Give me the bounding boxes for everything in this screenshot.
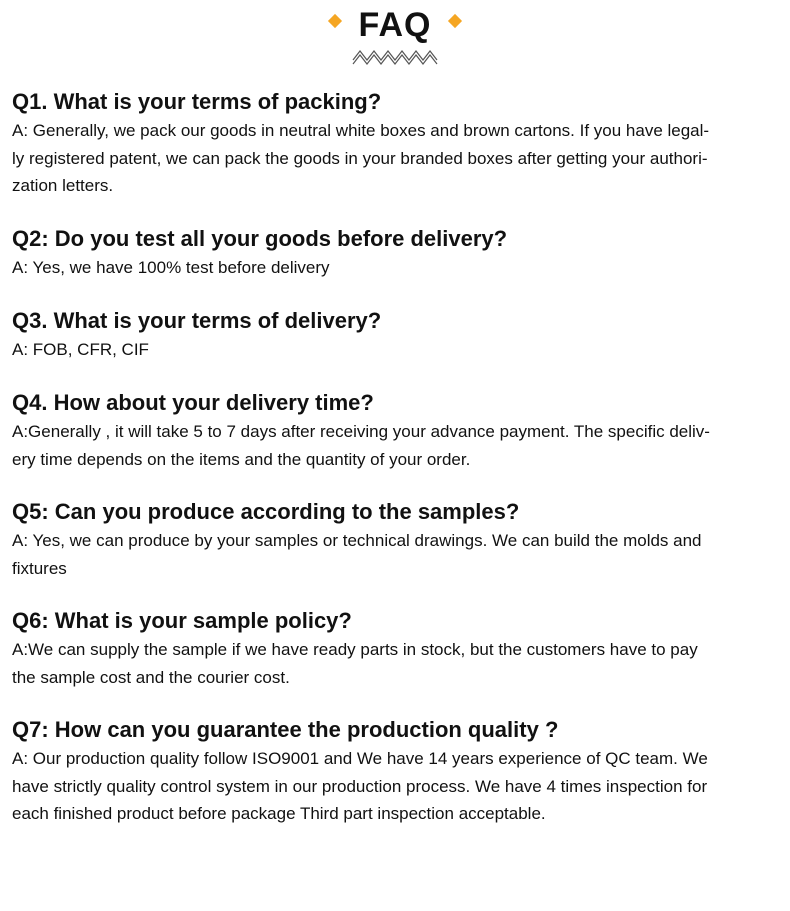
faq-answer-line: A: FOB, CFR, CIF	[12, 340, 149, 359]
faq-answer-line: A: Yes, we can produce by your samples or technical drawings. We can build the molds and	[12, 531, 702, 550]
faq-item-q6	[12, 606, 780, 691]
faq-item-q4	[12, 388, 780, 473]
faq-header	[0, 0, 790, 80]
faq-question: Q7: How can you guarantee the production quality ?	[12, 717, 559, 742]
faq-item-q3	[12, 306, 780, 364]
faq-answer-line: ly registered patent, we can pack the goods in your branded boxes after getting your authori-	[12, 148, 708, 168]
faq-answer-line: A: Yes, we have 100% test before delivery	[12, 258, 330, 277]
faq-answer-line: the sample cost and the courier cost.	[12, 667, 290, 687]
faq-answer-line: ery time depends on the items and the quantity of your order.	[12, 449, 471, 469]
diamond-icon	[448, 14, 462, 28]
faq-question: Q3. What is your terms of delivery?	[12, 308, 382, 333]
faq-question: Q1. What is your terms of packing?	[12, 89, 382, 114]
faq-answer-line: A: Generally, we pack our goods in neutral white boxes and brown cartons. If you have legal-	[12, 121, 710, 140]
faq-question: Q6: What is your sample policy?	[12, 608, 352, 633]
faq-answer-line: A:Generally , it will take 5 to 7 days after receiving your advance payment. The specific deliv-	[12, 422, 710, 441]
faq-title-row	[0, 5, 790, 45]
faq-item-q5	[12, 497, 780, 582]
faq-answer-line: each finished product before package Third part inspection acceptable.	[12, 804, 546, 823]
diamond-icon	[328, 14, 342, 28]
faq-question: Q5: Can you produce according to the samples?	[12, 499, 520, 524]
faq-question: Q2: Do you test all your goods before delivery?	[12, 226, 508, 251]
faq-question: Q4. How about your delivery time?	[12, 390, 374, 415]
faq-answer-line: zation letters.	[12, 176, 114, 195]
page-title: FAQ	[358, 6, 432, 44]
faq-item-q7	[12, 715, 780, 828]
faq-answer-line: fixtures	[12, 558, 67, 578]
faq-answer-line: A: Our production quality follow ISO9001 and We have 14 years experience of QC team. We	[12, 749, 708, 768]
faq-answer-line: have strictly quality control system in our production process. We have 4 times inspection for	[12, 776, 708, 796]
faq-answer-line: A:We can supply the sample if we have ready parts in stock, but the customers have to pay	[12, 640, 698, 659]
faq-item-q1	[12, 87, 780, 200]
zigzag-icon	[351, 46, 439, 66]
faq-item-q2	[12, 224, 780, 282]
